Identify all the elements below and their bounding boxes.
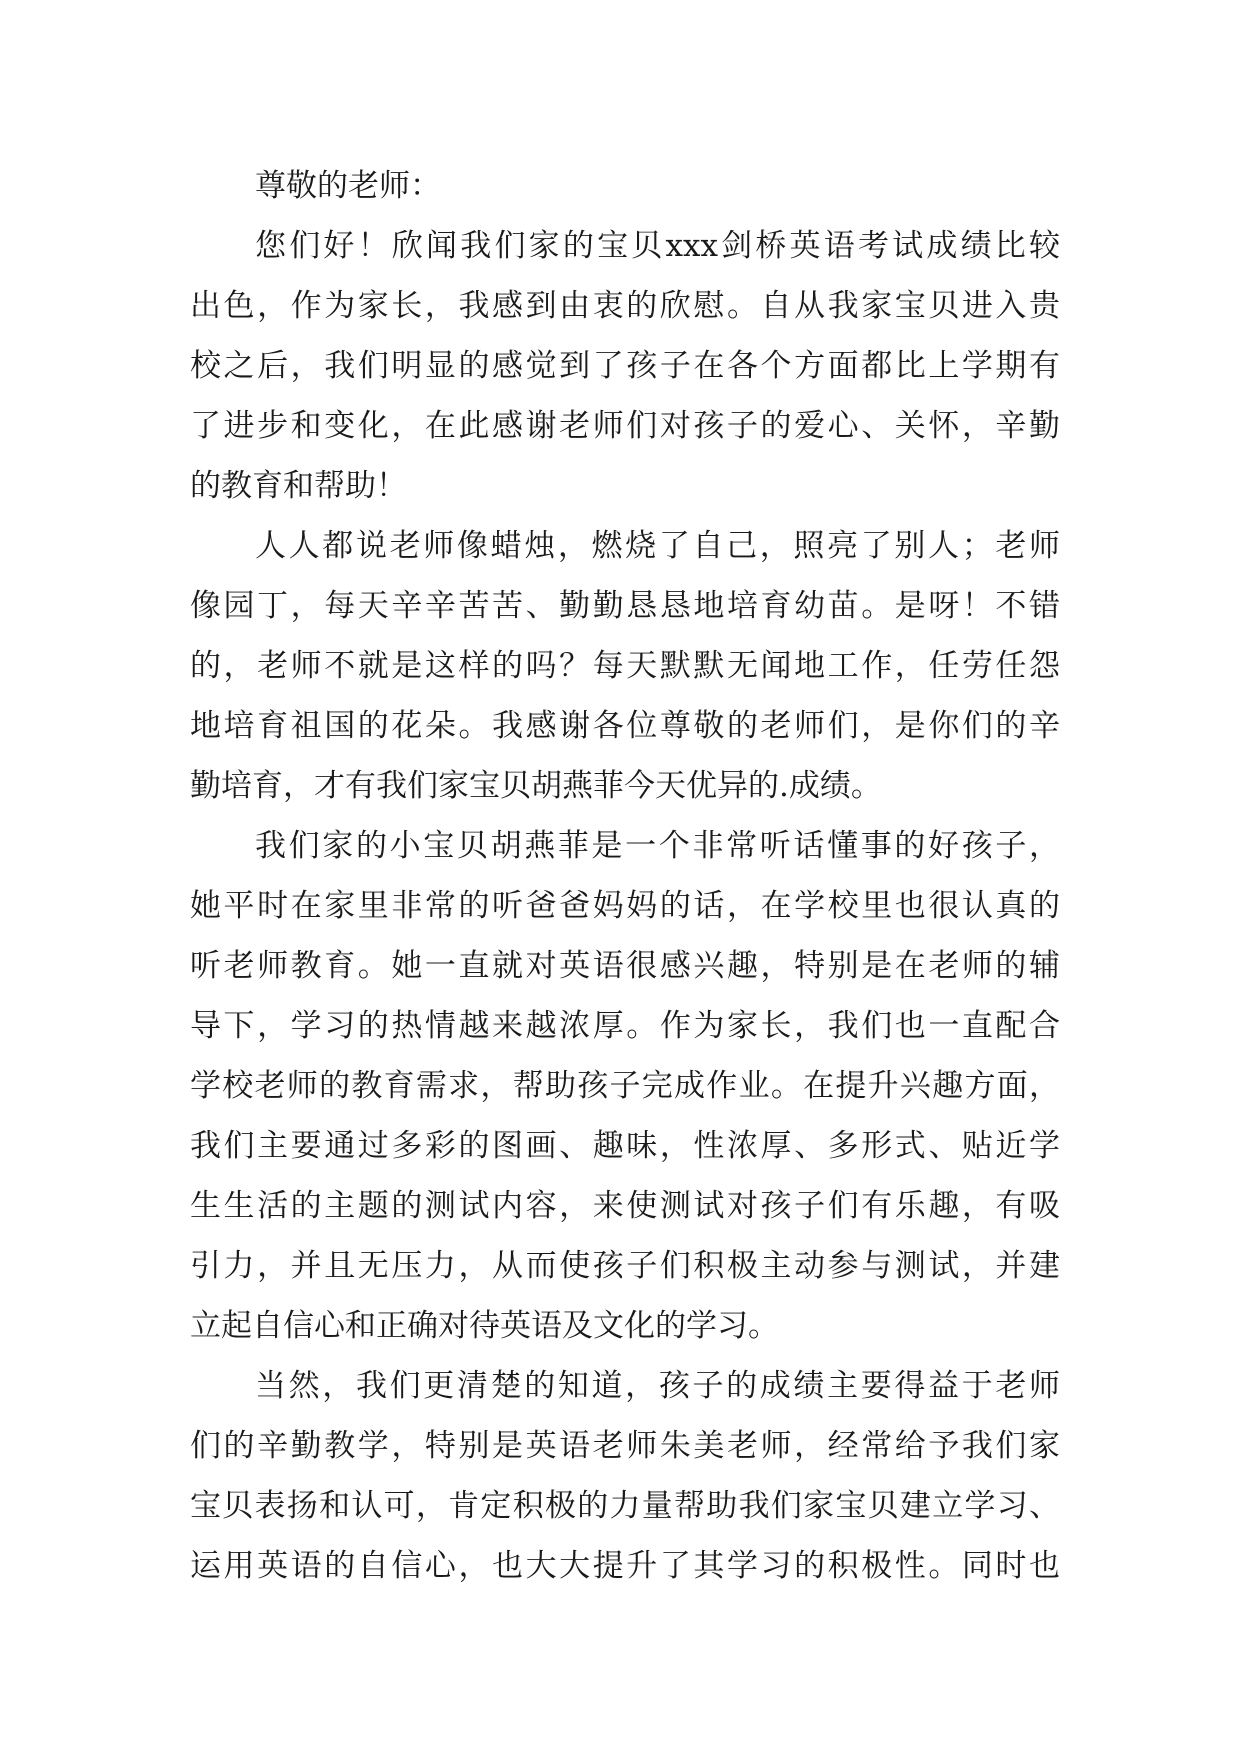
text-line: 当然，我们更清楚的知道，孩子的成绩主要得益于老师 bbox=[255, 1368, 1060, 1404]
text-line: 出色，作为家长，我感到由衷的欣慰。自从我家宝贝进入贵 bbox=[190, 288, 1060, 324]
text-line: 您们好！欣闻我们家的宝贝xxx剑桥英语考试成绩比较 bbox=[255, 228, 1060, 264]
text-line: 勤培育，才有我们家宝贝胡燕菲今天优异的.成绩。 bbox=[190, 768, 882, 804]
salutation: 尊敬的老师： bbox=[255, 168, 441, 204]
text-line: 像园丁，每天辛辛苦苦、勤勤恳恳地培育幼苗。是呀！不错 bbox=[190, 588, 1060, 624]
text-line: 们的辛勤教学，特别是英语老师朱美老师，经常给予我们家 bbox=[190, 1428, 1060, 1464]
text-line: 我们主要通过多彩的图画、趣味，性浓厚、多形式、贴近学 bbox=[190, 1128, 1060, 1164]
text-line: 宝贝表扬和认可，肯定积极的力量帮助我们家宝贝建立学习、 bbox=[190, 1488, 1060, 1524]
text-line: 人人都说老师像蜡烛，燃烧了自己，照亮了别人；老师 bbox=[255, 528, 1060, 564]
text-line: 校之后，我们明显的感觉到了孩子在各个方面都比上学期有 bbox=[190, 348, 1060, 384]
text-line: 了进步和变化，在此感谢老师们对孩子的爱心、关怀，辛勤 bbox=[190, 408, 1060, 444]
text-line: 引力，并且无压力，从而使孩子们积极主动参与测试，并建 bbox=[190, 1248, 1060, 1284]
text-line: 运用英语的自信心，也大大提升了其学习的积极性。同时也 bbox=[190, 1548, 1060, 1584]
text-line: 学校老师的教育需求，帮助孩子完成作业。在提升兴趣方面， bbox=[190, 1068, 1060, 1104]
text-line: 立起自信心和正确对待英语及文化的学习。 bbox=[190, 1308, 779, 1344]
text-line: 的教育和帮助！ bbox=[190, 468, 407, 504]
text-line: 听老师教育。她一直就对英语很感兴趣，特别是在老师的辅 bbox=[190, 948, 1060, 984]
text-line: 地培育祖国的花朵。我感谢各位尊敬的老师们，是你们的辛 bbox=[190, 708, 1060, 744]
text-line: 我们家的小宝贝胡燕菲是一个非常听话懂事的好孩子， bbox=[255, 828, 1060, 864]
text-line: 生生活的主题的测试内容，来使测试对孩子们有乐趣，有吸 bbox=[190, 1188, 1060, 1224]
text-line: 的，老师不就是这样的吗？每天默默无闻地工作，任劳任怨 bbox=[190, 648, 1060, 684]
text-line: 导下，学习的热情越来越浓厚。作为家长，我们也一直配合 bbox=[190, 1008, 1060, 1044]
text-line: 她平时在家里非常的听爸爸妈妈的话，在学校里也很认真的 bbox=[190, 888, 1060, 924]
